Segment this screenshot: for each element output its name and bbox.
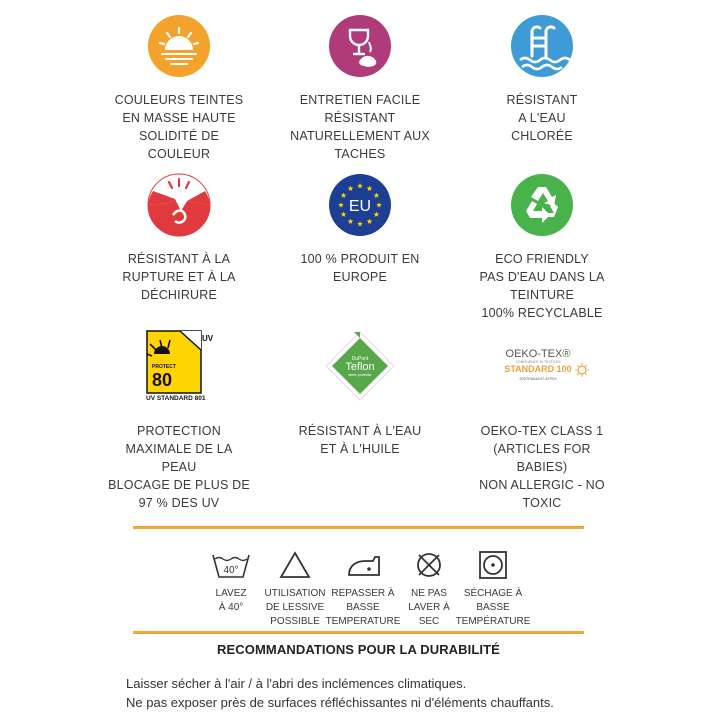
care-label: NE PAS LAVER À SEC (408, 588, 450, 627)
teflon-badge-small: DuPont (351, 356, 369, 362)
teflon-icon (324, 330, 396, 402)
wash-40-icon (211, 549, 251, 581)
eu-icon (328, 173, 392, 237)
feature-color-fastness (79, 14, 279, 163)
uv-badge-bottom: UV STANDARD 801 (146, 395, 206, 402)
feature-chlorine-resistant (442, 14, 642, 145)
teflon-badge-sub: fabric protector (348, 373, 372, 377)
care-iron-low (325, 549, 401, 629)
care-label: LAVEZ À 40° (215, 588, 247, 613)
oeko-sun-icon (575, 363, 589, 377)
uv-protect-icon (146, 330, 212, 402)
sun-icon (147, 14, 211, 78)
feature-label: RÉSISTANT À L'EAU ET À L'HUILE (298, 424, 422, 456)
oeko-badge-code: 2007FA0424? AITEX (519, 376, 557, 381)
feature-water-oil-resistant (260, 330, 460, 458)
recommendation-note: Ne pas exposer près de surfaces réfléchissantes ni d'éléments chauffants. (126, 695, 554, 710)
iron-icon (343, 549, 383, 581)
divider-top (133, 526, 584, 529)
uv-badge-top: UV (202, 334, 214, 343)
care-tumble-dry-low (455, 549, 531, 629)
pool-icon (510, 14, 574, 78)
feature-eco-friendly (442, 173, 642, 322)
feature-label: RÉSISTANT A L'EAU CHLORÉE (506, 93, 578, 143)
eu-icon-text: EU (348, 198, 372, 215)
recommendations-title: RECOMMANDATIONS POUR LA DURABILITÉ (217, 642, 500, 657)
oeko-badge-brand: OEKO-TEX® (505, 348, 571, 360)
feature-tear-resistant (79, 173, 279, 304)
feature-label: 100 % PRODUIT EN EUROPE (300, 252, 420, 284)
oeko-tex-icon (494, 330, 590, 402)
tumble-dry-low-icon (473, 549, 513, 581)
oeko-badge-standard: STANDARD 100 (504, 364, 572, 374)
uv-badge-side: PROTECT (152, 364, 176, 370)
recycle-icon (510, 173, 574, 237)
feature-label: ECO FRIENDLY PAS D'EAU DANS LA TEINTURE 100% RECYCLABLE (479, 252, 605, 320)
feature-label: RÉSISTANT À LA RUPTURE ET À LA DÉCHIRURE (122, 252, 236, 302)
wash-40-text: 40° (223, 565, 239, 576)
stain-icon (328, 14, 392, 78)
feature-label: OEKO-TEX CLASS 1 (ARTICLES FOR BABIES) NON ALLERGIC - NO TOXIC (479, 424, 605, 510)
care-label: REPASSER À BASSE TEMPERATURE (325, 588, 401, 627)
tear-icon (147, 173, 211, 237)
feature-label: PROTECTION MAXIMALE DE LA PEAU BLOCAGE DE PLUS DE 97 % DES UV (108, 424, 250, 510)
feature-label: COULEURS TEINTES EN MASSE HAUTE SOLIDITÉ DE COULEUR (114, 93, 244, 161)
feature-oeko-tex (442, 330, 642, 512)
bleach-triangle-icon (275, 549, 315, 581)
feature-uv-protection (79, 330, 279, 512)
care-bleach (257, 549, 333, 629)
teflon-badge-brand: Teflon (345, 361, 375, 373)
uv-badge-value: 80 (152, 370, 173, 390)
oeko-badge-tagline: CONFIDENCE IN TEXTILES (515, 360, 561, 364)
recommendation-note: Laisser sécher à l'air / à l'abri des inclémences climatiques. (126, 676, 467, 691)
divider-bottom (133, 631, 584, 634)
feature-label: ENTRETIEN FACILE RÉSISTANT NATURELLEMENT AUX TACHES (290, 93, 430, 161)
care-label: UTILISATION DE LESSIVE POSSIBLE (264, 588, 326, 627)
care-label: SÉCHAGE À BASSE TEMPÉRATURE (455, 588, 531, 627)
no-dry-clean-icon (409, 549, 449, 581)
feature-easy-care (260, 14, 460, 163)
feature-made-in-europe (260, 173, 460, 286)
